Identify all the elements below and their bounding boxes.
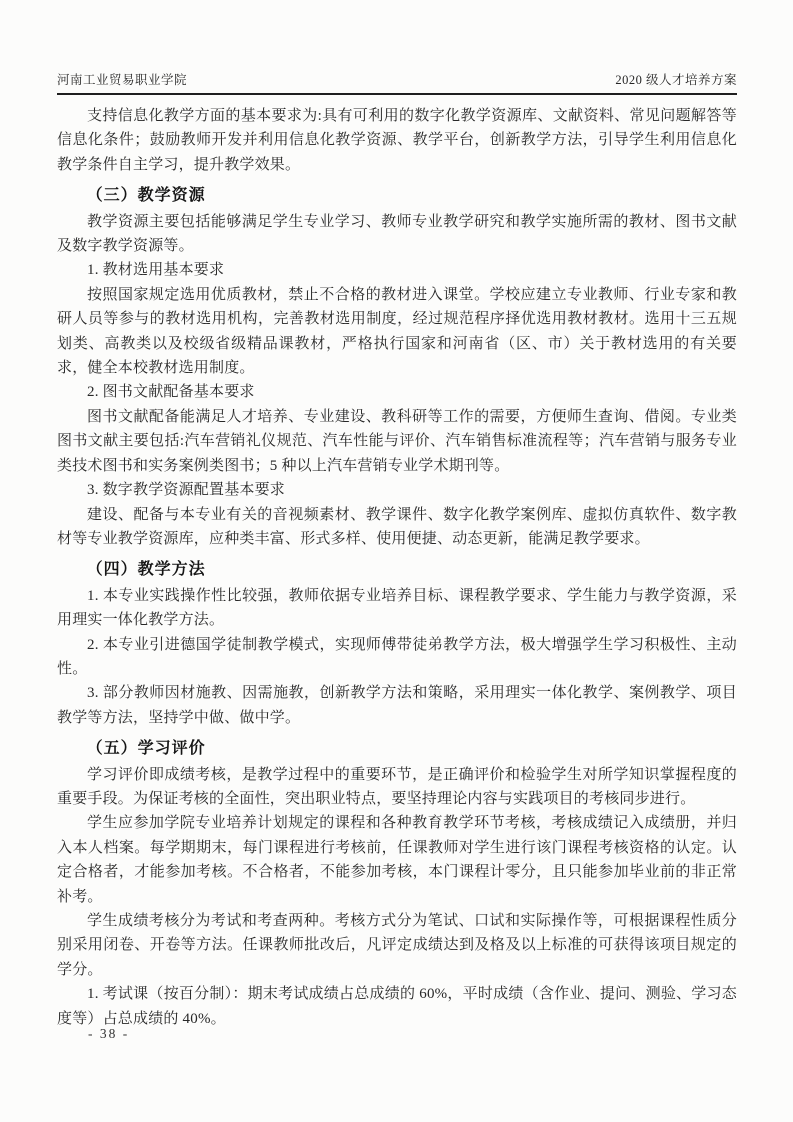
paragraph: 1. 考试课（按百分制）：期末考试成绩占总成绩的 60%，平时成绩（含作业、提问、测验、学习态度等）占总成绩的 40%。 <box>57 986 737 1027</box>
paragraph: 支持信息化教学方面的基本要求为:具有可利用的数字化教学资源库、文献资料、常见问题解答等信息化条件；鼓励教师开发并利用信息化教学资源、教学平台，创新教学方法，引导学生利用信息化教学条件自主学习，提升教学效果。 <box>57 108 737 173</box>
paragraph: 1. 本专业实践操作性比较强，教师依据专业培养目标、课程教学要求、学生能力与教学资源，采用理实一体化教学方法。 <box>57 587 737 629</box>
paragraph: 2. 本专业引进德国学徒制教学模式，实现师傅带徒弟教学方法，极大增强学生学习积极性、主动性。 <box>57 636 737 677</box>
page-number: - 38 - <box>88 1026 130 1041</box>
page-body <box>57 104 737 1031</box>
section-heading: （三）教学资源 <box>86 187 206 205</box>
paragraph: 按照国家规定选用优质教材，禁止不合格的教材进入课堂。学校应建立专业教师、行业专家和教研人员等参与的教材选用机构，完善教材选用制度，经过规范程序择优选用教材教材。选用十三五规划类、高教类以及校级省级精品课教材，严格执行国家和河南省（区、市）关于教材选用的有关要求，健全本校教材选用制度。 <box>57 286 737 377</box>
paragraph: 图书文献配备能满足人才培养、专业建设、教科研等工作的需要，方便师生查询、借阅。专业类图书文献主要包括:汽车营销礼仪规范、汽车性能与评价、汽车销售标准流程等；汽车营销与服务专业类技术图书和实务案例类图书；5 种以上汽车营销专业学术期刊等。 <box>57 408 737 474</box>
header-document-title: 2020 级人才培养方案 <box>615 73 737 87</box>
page-header <box>57 70 737 95</box>
section-heading: （五）学习评价 <box>86 740 206 758</box>
paragraph: 2. 图书文献配备基本要求 <box>87 384 255 401</box>
page-footer <box>88 1026 129 1042</box>
paragraph: 教学资源主要包括能够满足学生专业学习、教师专业教学研究和教学实施所需的教材、图书文献及数字教学资源等。 <box>57 213 737 255</box>
section-heading: （四）教学方法 <box>86 561 206 579</box>
paragraph: 学生成绩考核分为考试和考查两种。考核方式分为笔试、口试和实际操作等，可根据课程性质分别采用闭卷、开卷等方法。任课教师批改后，凡评定成绩达到及格及以上标准的可获得该项目规定的学分。 <box>57 913 737 978</box>
paragraph: 3. 部分教师因材施教、因需施教，创新教学方法和策略，采用理实一体化教学、案例教学、项目教学等方法，坚持学中做、做中学。 <box>57 685 737 726</box>
paragraph: 学生应参加学院专业培养计划规定的课程和各种教育教学环节考核，考核成绩记入成绩册，并归入本人档案。每学期期末，每门课程进行考核前，任课教师对学生进行该门课程考核资格的认定。认定合格者，才能参加考核。不合格者，不能参加考核，本门课程计零分，且只能参加毕业前的非正常补考。 <box>57 815 737 905</box>
header-school-name: 河南工业贸易职业学院 <box>57 73 188 87</box>
paragraph: 1. 教材选用基本要求 <box>87 262 225 279</box>
paragraph: 3. 数字教学资源配置基本要求 <box>87 482 286 499</box>
paragraph: 学习评价即成绩考核，是教学过程中的重要环节，是正确评价和检验学生对所学知识掌握程度的重要手段。为保证考核的全面性，突出职业特点，要坚持理论内容与实践项目的考核同步进行。 <box>57 766 737 807</box>
paragraph: 建设、配备与本专业有关的音视频素材、教学课件、数字化教学案例库、虚拟仿真软件、数字教材等专业教学资源库，应种类丰富、形式多样、使用便捷、动态更新，能满足教学要求。 <box>57 506 737 547</box>
